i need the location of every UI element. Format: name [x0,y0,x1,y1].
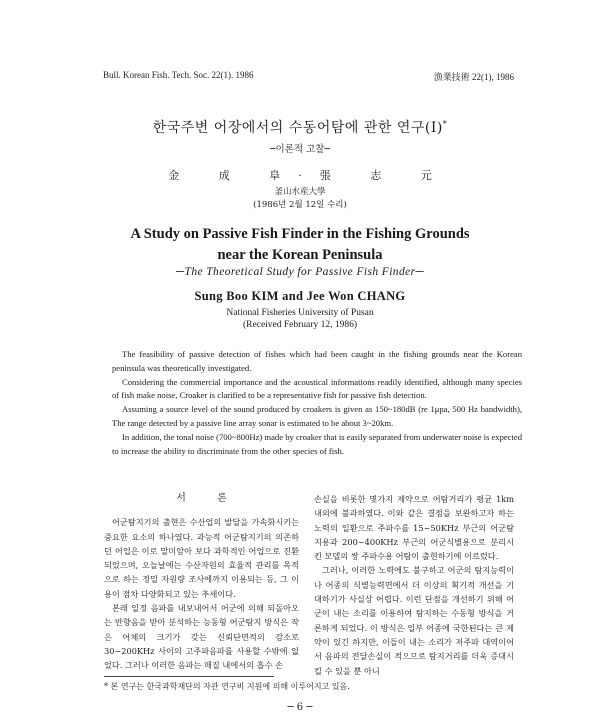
page-number: ─ 6 ─ [287,702,313,713]
body-paragraph: 손실을 비롯한 몇가지 제약으로 어탐거리가 평균 1km 내외에 불과하였다. 이와 같은 결점을 보완하고자 하는 노력의 일환으로 주파수를 15~50KHz 부근의 어군탐지용과 200~400KHz 부근의 어군식별용으로 분리시킨 모델의 쌍 주파수용 어탐이 출현하기에 이르렀다. [314,494,514,562]
body-paragraph: 본래 일정 음파를 내보내어서 어군에 의해 되돌아오는 반향음을 받아 분석하는 능동형 어군탐지 방식은 작은 어체의 크기가 갖는 신뢰단면적의 감소로 30~200KHz 사이의 고주파음파를 사용할 수밖에 없었다. 그러나 이러한 음파는 매질 내에서의 흡수 손 [104,603,299,671]
footnote-divider [104,676,274,677]
running-head [103,70,514,83]
abstract-paragraph: Assuming a source level of the sound produced by croakers is given as 150~180dB (re 1μpa, 500 Hz bandwidth), The range detected by a passive line array sonar is estimated to be about 3~20km. [112,404,522,428]
abstract-paragraph: Considering the commercial importance and the acoustical informations readily identified, although many species of fish make noise, Croaker is clarified to be a representative fish for passive fish detection. [112,376,522,401]
abstract [112,348,522,458]
korean-title [0,117,600,137]
english-subtitle: ─The Theoretical Study for Passive Fish Finder─ [175,266,425,278]
korean-received-date: (1986년 2월 12일 수리) [253,200,347,210]
footnote: * 본 연구는 한국과학재단의 자관 연구비 지원에 의해 이루어지고 있음. [104,682,350,691]
body-column-right [314,492,514,678]
abstract-paragraph: In addition, the tonal noise (700~800Hz) made by croaker that is easily separated from underwater noise is expected to increase the ability to discriminate from the other species of fish. [112,431,522,456]
footnote-mark: * [442,119,448,129]
body-paragraph: 그러나, 이러한 노력에도 불구하고 어군의 탐지능력이나 어종의 식별능력면에서 더 이상의 획기적 개선을 기대하기가 사실상 어렵다. 이런 단점을 개선하기 위해 어군이 내는 소리를 이용하여 탐지하는 수동형 방식을 거론하게 되었다. 이 방식은 일부 어종에 국한된다는 큰 제약이 있긴 하지만, 이들이 내는 소리가 저주파 대역이어서 음파의 전달손실이 적으므로 탐지거리를 더욱 증대시킬 수 있을 뿐 아니 [314,565,514,676]
english-title-line-1: A Study on Passive Fish Finder in the Fishing Grounds [130,226,470,242]
body-paragraph: 어군탐지기의 출현은 수산업의 발달을 가속화시키는 중요한 요소의 하나였다. 과능적 어군탐지기의 의존하던 어업은 이로 말미암아 보다 과학적인 어업으로 진환되었으며, 오늘날에는 수산자원의 효율적 관리를 목적으로 하는 정밀 자원량 조사에까지 이용되는 등, 그 이용이 점차 다양화되고 있는 추세이다. [104,517,299,599]
english-received-date: (Received February 12, 1986) [243,320,357,330]
korean-title-text: 한국주변 어장에서의 수동어탐에 관한 연구(Ⅰ) [152,120,443,136]
english-title [0,224,600,266]
korean-authors: 金 成 阜·張 志 元 [168,169,450,182]
section-heading: 서 론 [176,493,241,504]
running-head-left: Bull. Korean Fish. Tech. Soc. 22(1). 1986 [103,70,254,80]
abstract-paragraph: The feasibility of passive detection of fishes which had been caught in the fishing grounds near the Korean peninsula was theoretically investigated. [112,349,522,373]
korean-subtitle: ─이론적 고찰─ [269,144,331,155]
running-head-right: 漁業技術 22(1), 1986 [433,72,514,82]
english-title-line-2: near the Korean Peninsula [217,247,383,263]
english-affiliation: National Fisheries University of Pusan [226,308,374,318]
english-affiliation-block [0,307,600,331]
english-authors: Sung Boo KIM and Jee Won CHANG [194,289,406,303]
korean-affiliation: 釜山水産大學 [274,187,326,197]
body-column-left [104,492,299,673]
